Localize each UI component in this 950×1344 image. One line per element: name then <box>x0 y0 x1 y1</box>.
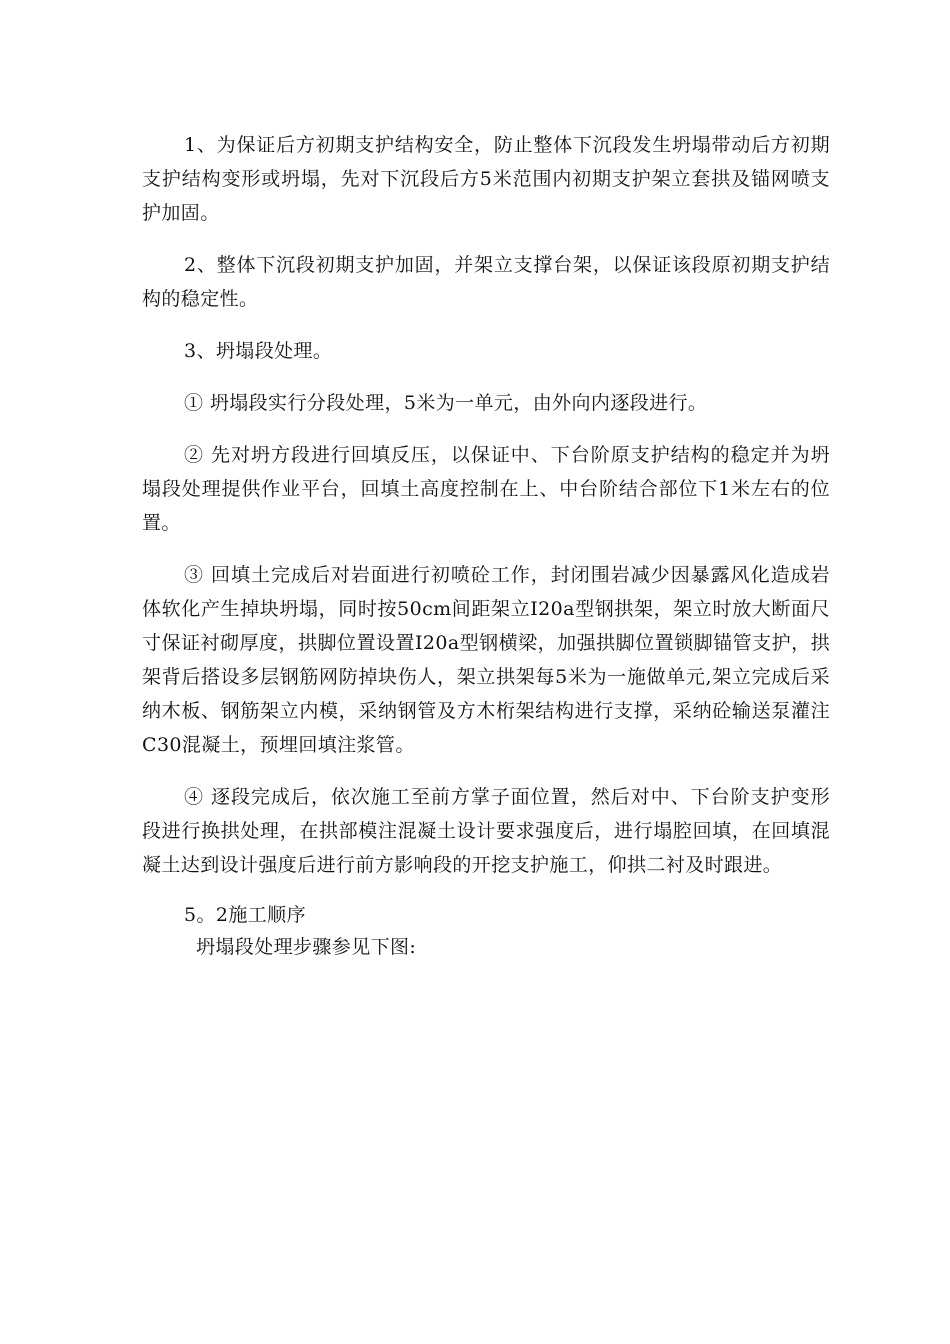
section-heading-construction-sequence: 5。2施工顺序 <box>184 904 306 926</box>
paragraph-3-collapse-section-treatment: 3、坍塌段处理。 <box>184 340 333 362</box>
list-item-3-shotcrete-steel-arch: ③ 回填土完成后对岩面进行初喷砼工作，封闭围岩减少因暴露风化造成岩体软化产生掉块坍塌，同时按50cm间距架立I20a型钢拱架，架立时放大断面尺寸保证衬砌厚度，拱脚位置设置I20a型钢横梁，加强拱脚位置锁脚锚管支护，拱架背后搭设多层钢筋网防掉块伤人，架立拱架每5米为一施做单元,架立完成后采纳木板、钢筋架立内模，采纳钢管及方木桁架结构进行支撑，采纳砼输送泵灌注C30混凝土，预埋回填注浆管。 <box>142 564 830 756</box>
figure-reference-caption: 坍塌段处理步骤参见下图: <box>196 936 417 958</box>
list-item-2-backfill-counterpressure: ② 先对坍方段进行回填反压，以保证中、下台阶原支护结构的稳定并为坍塌段处理提供作业平台，回填土高度控制在上、中台阶结合部位下1米左右的位置。 <box>142 444 830 534</box>
document-body <box>142 128 830 962</box>
list-item-4-arch-replacement: ④ 逐段完成后，依次施工至前方掌子面位置，然后对中、下台阶支护变形段进行换拱处理，在拱部模注混凝土设计要求强度后，进行塌腔回填，在回填混凝土达到设计强度后进行前方影响段的开挖支护施工，仰拱二衬及时跟进。 <box>142 786 830 876</box>
paragraph-2-sinking-section-reinforcement: 2、整体下沉段初期支护加固，并架立支撑台架，以保证该段原初期支护结构的稳定性。 <box>142 254 830 310</box>
paragraph-1-rear-support-reinforcement: 1、为保证后方初期支护结构安全，防止整体下沉段发生坍塌带动后方初期支护结构变形或坍塌，先对下沉段后方5米范围内初期支护架立套拱及锚网喷支护加固。 <box>142 134 830 224</box>
list-item-1-segmented-treatment: ① 坍塌段实行分段处理，5米为一单元，由外向内逐段进行。 <box>184 392 708 414</box>
